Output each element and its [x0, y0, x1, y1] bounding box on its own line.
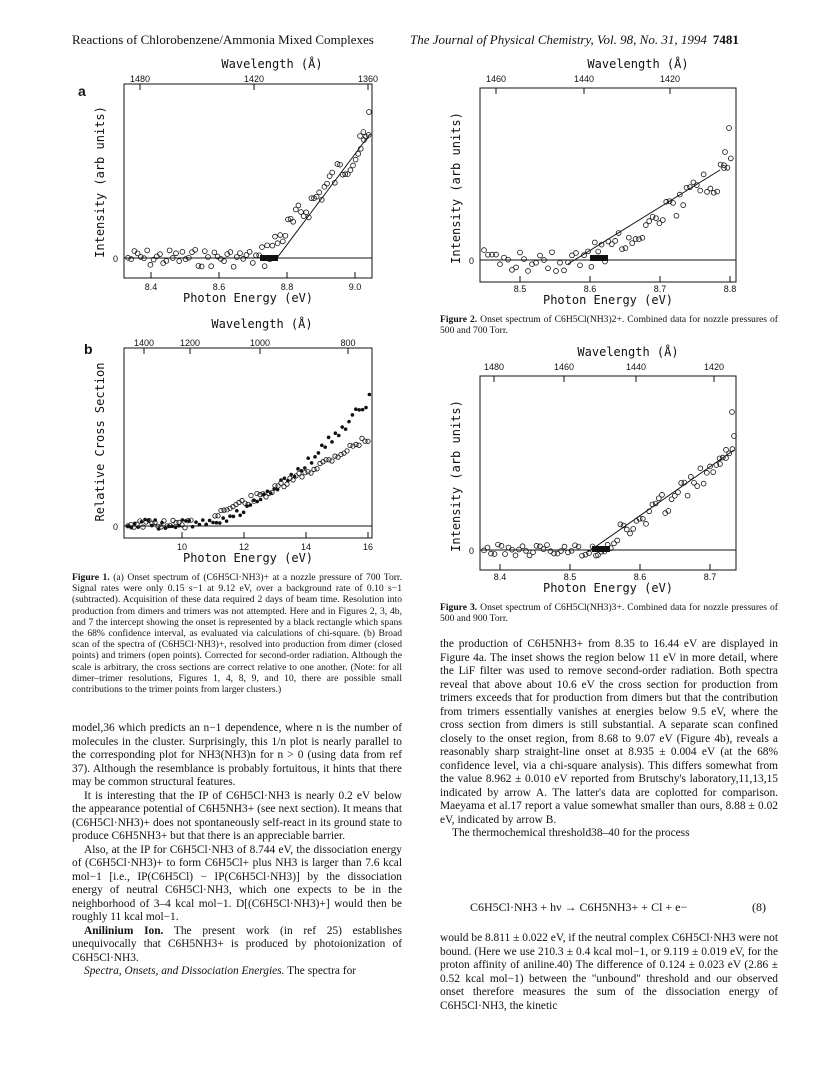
data-point-open [304, 210, 309, 215]
data-point-open [620, 247, 625, 252]
data-point-open [351, 163, 356, 168]
data-point-open [623, 246, 628, 251]
data-point-open [660, 492, 665, 497]
data-point-open [260, 245, 265, 250]
data-point-open [613, 238, 618, 243]
data-point-open [353, 157, 358, 162]
data-point-closed [351, 413, 355, 417]
data-point-closed [340, 425, 344, 429]
caption-label: Figure 3. [440, 602, 478, 613]
data-point-closed [198, 523, 202, 527]
data-point-closed [296, 467, 300, 471]
data-point-open [723, 150, 728, 155]
fig1b-ticks [144, 348, 368, 538]
left-column-text [72, 722, 402, 979]
data-point-closed [232, 515, 236, 519]
data-point-closed [174, 526, 178, 530]
paragraph [72, 965, 402, 979]
fig1b-bottom-tick: 10 [176, 542, 188, 552]
right-column-text-continued [440, 932, 778, 1013]
data-point-open [330, 170, 335, 175]
fig1a-top-tick: 1420 [243, 74, 265, 84]
data-point-open [138, 255, 143, 260]
data-point-open [522, 257, 527, 262]
fig1b-top-tick: 1400 [133, 338, 155, 348]
caption-text: Onset spectrum of C6H5Cl(NH3)3+. Combined data for nozzle pressures of 500 and 900 Torr. [440, 602, 778, 625]
data-point-closed [259, 498, 263, 502]
figure-1b-plot [72, 318, 412, 570]
data-point-open [345, 449, 349, 453]
fig3-onset-marker [592, 546, 610, 552]
data-point-open [546, 266, 551, 271]
data-point-open [538, 253, 543, 258]
data-point-open [589, 264, 594, 269]
data-point-open [531, 550, 536, 555]
data-point-open [566, 260, 571, 265]
data-point-open [513, 553, 518, 558]
data-point-closed [306, 456, 310, 460]
data-point-open [315, 467, 319, 471]
data-point-open [554, 269, 559, 274]
fig3-bottom-tick: 8.5 [563, 572, 577, 582]
right-column-text [440, 638, 778, 841]
fig1b-panel-letter: b [84, 341, 93, 357]
data-point-open [275, 241, 280, 246]
data-point-open [145, 248, 150, 253]
fig1a-fit-line [277, 134, 370, 258]
data-point-open [701, 172, 706, 177]
data-point-open [704, 470, 709, 475]
data-point-open [180, 249, 185, 254]
section-head: Spectra, Onsets, and Dissociation Energies. [84, 965, 285, 977]
data-point-open [212, 250, 217, 255]
fig3-top-tick: 1460 [553, 362, 575, 372]
data-point-open [202, 249, 207, 254]
fig3-zero-label: 0 [468, 546, 474, 556]
data-point-open [177, 520, 181, 524]
paragraph: the production of C6H5NH3+ from 8.35 to 16.44 eV are displayed in Figure 4a. The inset shows the region below 11 eV in more detail, where the LiF filter was used to remove second-order radiation. Both spectra reveal that above about 10.6 eV the cross section for production from trimers exceeds that for production from dimers but that the contribution from trimers essentially vanishes at energies below 9.5 eV, where the cross section from dimers is still substantial. A separate scan confined closely to the onset region, from 8.68 to 9.07 eV (Figure 4b), reveals a reasonably sharp straight-line onset at 8.935 ± 0.004 eV (at the 68% confidence level, via a chi-square analysis). This differs somewhat from the value 8.962 ± 0.010 eV reported from Brutschy's laboratory,11,13,15 indicated by arrow A. The latter's data are coplotted for comparison. Maeyama et al.17 report a value somewhat smaller than ours, 8.88 ± 0.02 eV, indicated by arrow B. [440, 638, 778, 826]
fig2-top-tick: 1460 [485, 74, 507, 84]
fig1b-bottom-tick: 16 [362, 542, 374, 552]
running-header-left: Reactions of Chlorobenzene/Ammonia Mixed Complexes [72, 32, 374, 47]
fig1b-top-label: Wavelength (Å) [211, 317, 313, 331]
running-header-right [410, 32, 739, 48]
paragraph: It is interesting that the IP of C6H5Cl·NH3 is nearly 0.2 eV below the appearance potential of C6H5NH3+ (see next section). It means that (C6H5Cl·NH3)+ does not spontaneously self-react in its ground state to produce C6H5NH3+ but that there is an appreciable barrier. [72, 789, 402, 842]
data-point-closed [357, 408, 361, 412]
data-point-open [348, 443, 352, 447]
data-point-open [262, 264, 267, 269]
data-point-closed [310, 461, 314, 465]
data-point-open [660, 218, 665, 223]
fig1b-trimer-points [126, 436, 370, 530]
data-point-open [643, 223, 648, 228]
paragraph: model,36 which predicts an n−1 dependence, where n is the number of molecules in the cluster. Surprisingly, this 1/n plot is nearly parallel to the corresponding plot for NH3(NH3)n for n > 0 (using data from ref 37). Although the resemblance is probably fortuitous, it hints that there may be common structural features. [72, 722, 402, 788]
fig1b-top-tick: 1200 [179, 338, 201, 348]
data-point-open [361, 130, 366, 135]
data-point-open [695, 484, 700, 489]
data-point-open [558, 260, 563, 265]
data-point-open [216, 514, 220, 518]
data-point-closed [221, 516, 225, 520]
data-point-open [278, 233, 283, 238]
data-point-open [300, 475, 304, 479]
fig3-frame [480, 376, 736, 570]
data-point-closed [330, 440, 334, 444]
data-point-closed [191, 525, 195, 529]
fig1a-top-tick: 1480 [129, 74, 151, 84]
data-point-open [578, 263, 583, 268]
fig1b-top-tick: 800 [340, 338, 356, 348]
data-point-closed [368, 393, 372, 397]
fig1a-zero-label: 0 [112, 254, 118, 264]
fig3-fit-line [588, 450, 734, 552]
data-point-open [727, 126, 732, 131]
fig2-top-tick: 1440 [573, 74, 595, 84]
data-point-open [312, 467, 316, 471]
data-point-open [545, 543, 550, 548]
fig1b-zero-label: 0 [112, 522, 118, 532]
paragraph: Also, at the IP for C6H5Cl·NH3 of 8.744 eV, the dissociation energy of (C6H5Cl·NH3)+ to form C6H5Cl+ plus NH3 is larger than 7.6 kcal mol−1 [i.e., IP(C6H5Cl) − IP(C6H5Cl·NH3)] by the dissociation energy of neutral C6H5Cl·NH3, which one expects to be in the neighborhood of 3–4 kcal mol−1. D[(C6H5Cl·NH3)+] would then be roughly 11 kcal mol−1. [72, 843, 402, 923]
fig1b-xlabel: Photon Energy (eV) [182, 551, 314, 565]
data-point-open [283, 233, 288, 238]
fig3-top-tick: 1420 [703, 362, 725, 372]
data-point-open [367, 110, 372, 115]
fig1a-panel-letter: a [78, 83, 86, 99]
data-point-open [317, 190, 322, 195]
data-point-open [366, 439, 370, 443]
equation-8: C6H5Cl·NH3 + hν → C6H5NH3+ + Cl + e− [470, 900, 688, 914]
fig2-top-tick: 1420 [659, 74, 681, 84]
data-point-open [711, 470, 716, 475]
data-point-open [280, 239, 285, 244]
data-point-open [647, 219, 652, 224]
data-point-open [238, 251, 243, 256]
data-point-open [177, 259, 182, 264]
data-point-closed [238, 514, 242, 518]
fig2-zero-label: 0 [468, 256, 474, 266]
data-point-open [159, 525, 163, 529]
fig2-bottom-tick: 8.6 [583, 284, 597, 294]
fig2-bottom-tick: 8.8 [723, 284, 737, 294]
data-point-open [514, 265, 519, 270]
paragraph-text: The present work (in ref 25) establishes unequivocally that C6H5NH3+ is produced by photoionization of C6H5Cl·NH3. [72, 924, 402, 964]
paragraph: The thermochemical threshold38–40 for the process [452, 827, 690, 839]
figure-1-caption [72, 572, 402, 695]
fig2-bottom-tick: 8.7 [653, 284, 667, 294]
data-point-open [231, 264, 236, 269]
data-point-open [524, 549, 529, 554]
data-point-closed [218, 521, 222, 525]
data-point-open [270, 243, 275, 248]
data-point-open [206, 255, 211, 260]
data-point-open [129, 257, 134, 262]
data-point-open [698, 188, 703, 193]
data-point-open [482, 248, 487, 253]
data-point-closed [317, 451, 321, 455]
data-point-closed [283, 476, 287, 480]
data-point-open [698, 466, 703, 471]
data-point-open [518, 250, 523, 255]
data-point-open [615, 538, 620, 543]
fig1a-bottom-tick: 9.0 [348, 282, 362, 292]
fig3-bottom-tick: 8.7 [703, 572, 717, 582]
data-point-open [631, 526, 636, 531]
data-point-open [722, 166, 727, 171]
fig2-frame [480, 88, 736, 282]
data-point-closed [228, 514, 232, 518]
data-point-open [199, 264, 204, 269]
data-point-open [592, 240, 597, 245]
data-point-closed [337, 434, 341, 438]
data-point-open [674, 213, 679, 218]
fig1b-ylabel: Relative Cross Section [93, 362, 107, 522]
figure-3-plot [438, 340, 778, 596]
fig1a-bottom-tick: 8.6 [212, 282, 226, 292]
data-point-open [250, 261, 255, 266]
fig1a-data-points [126, 110, 372, 270]
data-point-open [626, 235, 631, 240]
data-point-open [148, 262, 153, 267]
data-point-open [640, 516, 645, 521]
data-point-open [630, 241, 635, 246]
data-point-open [333, 454, 337, 458]
caption-text: Onset spectrum of C6H5Cl(NH3)2+. Combined data for nozzle pressures of 500 and 700 Torr. [440, 314, 778, 337]
data-point-open [282, 484, 286, 488]
fig1a-ylabel: Intensity (arb units) [93, 106, 107, 258]
data-point-closed [334, 431, 338, 435]
figure-1a-plot [72, 52, 412, 304]
data-point-open [249, 493, 253, 497]
paragraph: would be 8.811 ± 0.022 eV, if the neutral complex C6H5Cl·NH3 were not bound. (Here we use 210.3 ± 0.4 kcal mol−1, or 9.119 ± 0.019 eV, for the proton affinity of aniline.40) The difference of 0.124 ± 0.023 eV (2.86 ± 0.52 kcal mol−1) between the "unbound" threshold and our observed onset therefore measures the sum of the dissociation energy of C6H5Cl·NH3, the kinetic [440, 932, 778, 1012]
data-point-open [358, 134, 363, 139]
data-point-open [247, 249, 252, 254]
fig2-data-points [482, 126, 734, 274]
caption-text: (a) Onset spectrum of (C6H5Cl·NH3)+ at a nozzle pressure of 700 Torr. Signal rates were only 0.15 s−1 at 9.12 eV, over a background rate of 0.10 s−1 (subtracted). Acquisition of these data required 2 days of beam time. Resolution into production from dimers and trimers was not attempted. Here and in Figures 2, 3, 4b, and 7 the intercept showing the onset is represented by a black rectangle which spans the 68% confidence interval, as evaluated via calculations of chi-square. (b) Broad scan of the spectra of (C6H5Cl·NH3)+, resolved into production from dimer (closed points) and trimers (open points). Corrected for second-order radiation. Although the scale is arbitrary, the cross sections are correct relative to one another. (Note: for all dimer–trimer resolutions, Figures 1, 4, 8, 9, and 10, there are possible small contributions to the trimer points from larger clusters.) [72, 572, 402, 696]
data-point-closed [235, 509, 239, 513]
data-point-open [485, 545, 490, 550]
data-point-open [644, 521, 649, 526]
paragraph [72, 925, 402, 966]
data-point-closed [364, 406, 368, 410]
data-point-closed [354, 407, 358, 411]
fig2-onset-marker [590, 255, 608, 261]
fig2-fit-line [568, 170, 720, 264]
figure-2-caption [440, 314, 778, 336]
caption-label: Figure 2. [440, 314, 478, 325]
data-point-open [503, 552, 508, 557]
data-point-closed [208, 519, 212, 523]
fig3-data-points [482, 410, 737, 558]
data-point-open [506, 545, 511, 550]
data-point-open [498, 262, 503, 267]
data-point-open [550, 250, 555, 255]
fig1a-xlabel: Photon Energy (eV) [182, 291, 314, 305]
data-point-open [618, 522, 623, 527]
data-point-open [357, 443, 361, 447]
data-point-closed [347, 420, 351, 424]
fig1b-bottom-tick: 12 [238, 542, 250, 552]
fig1b-bottom-tick: 14 [300, 542, 312, 552]
data-point-closed [323, 445, 327, 449]
data-point-open [285, 482, 289, 486]
data-point-closed [361, 408, 365, 412]
fig3-bottom-tick: 8.4 [493, 572, 507, 582]
data-point-open [596, 249, 601, 254]
fig1a-bottom-tick: 8.4 [144, 282, 158, 292]
fig3-xlabel: Photon Energy (eV) [542, 581, 674, 595]
data-point-open [574, 251, 579, 256]
fig2-top-label: Wavelength (Å) [587, 57, 689, 71]
data-point-open [520, 544, 525, 549]
fig3-top-tick: 1440 [625, 362, 647, 372]
data-point-closed [303, 466, 307, 470]
data-point-closed [225, 519, 229, 523]
data-point-open [209, 264, 214, 269]
figure-2-plot [438, 52, 778, 308]
data-point-open [562, 544, 567, 549]
caption-label: Figure 1. [72, 572, 110, 583]
data-point-closed [313, 455, 317, 459]
data-point-open [322, 184, 327, 189]
data-point-open [167, 248, 172, 253]
data-point-open [273, 234, 278, 239]
data-point-closed [211, 521, 215, 525]
page-number: 7481 [712, 32, 739, 47]
data-point-open [612, 541, 617, 546]
data-point-open [628, 531, 633, 536]
data-point-closed [204, 523, 208, 527]
data-point-open [701, 481, 706, 486]
data-point-open [291, 219, 296, 224]
data-point-open [559, 549, 564, 554]
fig2-bottom-tick: 8.5 [513, 284, 527, 294]
data-point-closed [320, 443, 324, 447]
data-point-closed [215, 521, 219, 525]
journal-citation: The Journal of Physical Chemistry, Vol. 98, No. 31, 1994 [410, 32, 707, 47]
figure-3-caption [440, 602, 778, 624]
fig3-bottom-tick: 8.6 [633, 572, 647, 582]
fig3-top-label: Wavelength (Å) [577, 345, 679, 359]
data-point-open [526, 269, 531, 274]
equation-number: (8) [752, 900, 766, 914]
data-point-open [348, 168, 353, 173]
section-head: Anilinium Ion. [84, 924, 164, 937]
data-point-closed [194, 520, 198, 524]
fig1b-frame [124, 348, 372, 538]
fig2-ylabel: Intensity (arb units) [449, 112, 463, 264]
data-point-open [303, 470, 307, 474]
data-point-closed [201, 518, 205, 522]
data-point-closed [344, 427, 348, 431]
paragraph-text: The spectra for [287, 965, 357, 977]
data-point-closed [242, 511, 246, 515]
fig3-ylabel: Intensity (arb units) [449, 400, 463, 552]
data-point-open [685, 493, 690, 498]
data-point-open [174, 251, 179, 256]
data-point-open [492, 552, 497, 557]
data-point-open [730, 410, 735, 415]
data-point-open [562, 268, 567, 273]
data-point-open [162, 519, 166, 523]
data-point-open [728, 156, 733, 161]
data-point-open [541, 547, 546, 552]
data-point-open [265, 243, 270, 248]
fig1a-bottom-tick: 8.8 [280, 282, 294, 292]
fig1a-onset-marker [260, 255, 278, 261]
data-point-open [681, 203, 686, 208]
data-point-closed [327, 436, 331, 440]
fig1b-top-tick: 1000 [249, 338, 271, 348]
fig1a-top-label: Wavelength (Å) [221, 57, 323, 71]
data-point-open [325, 181, 330, 186]
fig2-xlabel: Photon Energy (eV) [542, 293, 674, 307]
data-point-open [708, 186, 713, 191]
fig1a-top-tick: 1360 [357, 74, 379, 84]
data-point-open [296, 203, 301, 208]
fig3-top-tick: 1480 [483, 362, 505, 372]
